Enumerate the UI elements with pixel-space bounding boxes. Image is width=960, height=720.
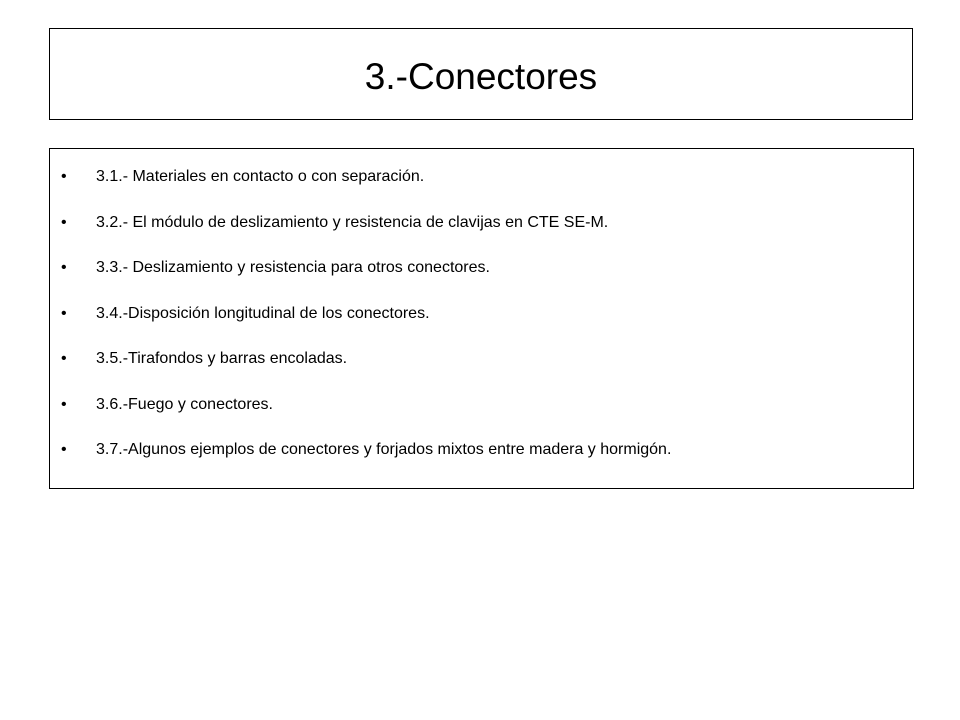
list-item-text: 3.1.- Materiales en contacto o con separación. bbox=[96, 168, 425, 185]
bullet-icon: • bbox=[61, 350, 67, 367]
list-item-text: 3.3.- Deslizamiento y resistencia para otros conectores. bbox=[96, 259, 490, 276]
bullet-icon: • bbox=[61, 213, 67, 231]
bullet-icon: • bbox=[61, 168, 67, 185]
slide-title: 3.-Conectores bbox=[364, 55, 598, 97]
bullet-icon: • bbox=[61, 259, 67, 276]
bullet-icon: • bbox=[61, 304, 67, 322]
list-item-text: 3.2.- El módulo de deslizamiento y resistencia de clavijas en CTE SE-M. bbox=[96, 213, 609, 231]
list-item bbox=[50, 440, 913, 486]
title-box bbox=[49, 28, 913, 120]
list-item-text: 3.7.-Algunos ejemplos de conectores y forjados mixtos entre madera y hormigón. bbox=[96, 441, 672, 458]
list-item-text: 3.6.-Fuego y conectores. bbox=[96, 395, 273, 413]
list-item bbox=[50, 167, 913, 213]
list-item bbox=[50, 395, 913, 441]
list-item bbox=[50, 213, 913, 259]
bullet-icon: • bbox=[61, 395, 67, 413]
list-item bbox=[50, 304, 913, 350]
list-item bbox=[50, 258, 913, 304]
bullet-list bbox=[50, 167, 913, 486]
list-item bbox=[50, 349, 913, 395]
list-item-text: 3.4.-Disposición longitudinal de los conectores. bbox=[96, 304, 430, 322]
list-item-text: 3.5.-Tirafondos y barras encoladas. bbox=[96, 350, 348, 367]
bullet-icon: • bbox=[61, 441, 67, 458]
content-box bbox=[49, 148, 914, 489]
